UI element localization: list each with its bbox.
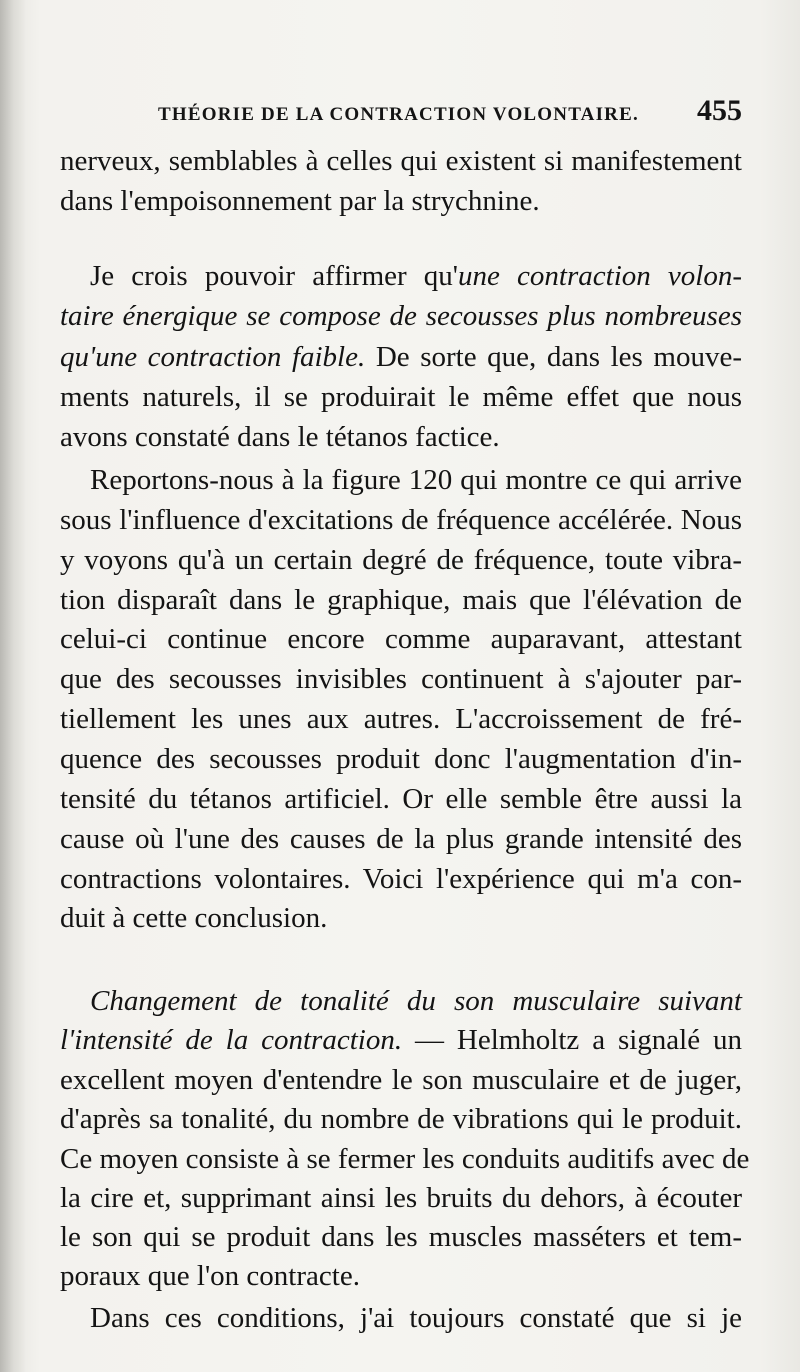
paragraph-3-line-12: duit à cette conclusion. bbox=[60, 902, 328, 934]
p2-l1-italic: une contraction volon- bbox=[458, 260, 742, 292]
paragraph-2-line-1 bbox=[90, 256, 742, 296]
paragraph-3-line-6: que des secousses invisibles continuent à s'ajouter par- bbox=[60, 663, 742, 695]
paragraph-4-line-5: Ce moyen consiste à se fermer les conduits auditifs avec de bbox=[60, 1143, 750, 1175]
paragraph-4-line-1: Changement de tonalité du son musculaire suivant bbox=[90, 985, 742, 1017]
page-header bbox=[60, 94, 748, 134]
paragraph-3-line-11: contractions volontaires. Voici l'expérience qui m'a con- bbox=[60, 863, 742, 895]
paragraph-4-line-8: poraux que l'on contracte. bbox=[60, 1260, 360, 1292]
paragraph-2-line-2: taire énergique se compose de secousses plus nombreuses bbox=[60, 300, 742, 332]
paragraph-3-line-8: quence des secousses produit donc l'augmentation d'in- bbox=[60, 743, 742, 775]
paragraph-3-line-5: celui-ci continue encore comme auparavant, attestant bbox=[60, 623, 742, 655]
paragraph-3-line-10: cause où l'une des causes de la plus grande intensité des bbox=[60, 823, 742, 855]
paragraph-3-line-2: sous l'influence d'excitations de fréquence accélérée. Nous bbox=[60, 504, 742, 536]
paragraph-3-line-9: tensité du tétanos artificiel. Or elle semble être aussi la bbox=[60, 783, 742, 815]
paragraph-1-line-1: nerveux, semblables à celles qui existent si manifestement bbox=[60, 145, 742, 177]
p4-l2-italic: l'intensité de la contraction. bbox=[60, 1024, 403, 1056]
paragraph-1-line-2: dans l'empoisonnement par la strychnine. bbox=[60, 185, 540, 217]
paragraph-2-line-5: avons constaté dans le tétanos factice. bbox=[60, 421, 500, 453]
p2-l3-roman: De sorte que, dans les mouve- bbox=[365, 341, 742, 373]
p2-l1-roman: Je crois pouvoir affirmer qu' bbox=[90, 260, 459, 292]
page-number: 455 bbox=[697, 94, 742, 127]
paragraph-2-line-3 bbox=[60, 337, 742, 377]
paragraph-2-line-4: ments naturels, il se produirait le même effet que nous bbox=[60, 381, 742, 413]
paragraph-5-line-1: Dans ces conditions, j'ai toujours constaté que si je bbox=[90, 1302, 742, 1334]
p4-l2-roman: — Helmholtz a signalé un bbox=[402, 1024, 742, 1056]
paragraph-4-line-3: excellent moyen d'entendre le son musculaire et de juger, bbox=[60, 1064, 742, 1096]
paragraph-4-line-6: la cire et, supprimant ainsi les bruits du dehors, à écouter bbox=[60, 1182, 742, 1214]
paragraph-3-line-3: y voyons qu'à un certain degré de fréquence, toute vibra- bbox=[60, 544, 742, 576]
page-gutter-shadow bbox=[0, 0, 26, 1372]
paragraph-3-line-1: Reportons-nous à la figure 120 qui montre ce qui arrive bbox=[90, 464, 742, 496]
paragraph-3-line-4: tion disparaît dans le graphique, mais que l'élévation de bbox=[60, 584, 742, 616]
paragraph-4-line-4: d'après sa tonalité, du nombre de vibrations qui le produit. bbox=[60, 1103, 742, 1135]
running-head: THÉORIE DE LA CONTRACTION VOLONTAIRE. bbox=[158, 104, 639, 125]
paragraph-3-line-7: tiellement les unes aux autres. L'accroissement de fré- bbox=[60, 703, 742, 735]
paragraph-4-line-2 bbox=[60, 1020, 742, 1060]
p2-l3-italic: qu'une contraction faible. bbox=[60, 341, 366, 373]
paragraph-4-line-7: le son qui se produit dans les muscles masséters et tem- bbox=[60, 1221, 742, 1253]
